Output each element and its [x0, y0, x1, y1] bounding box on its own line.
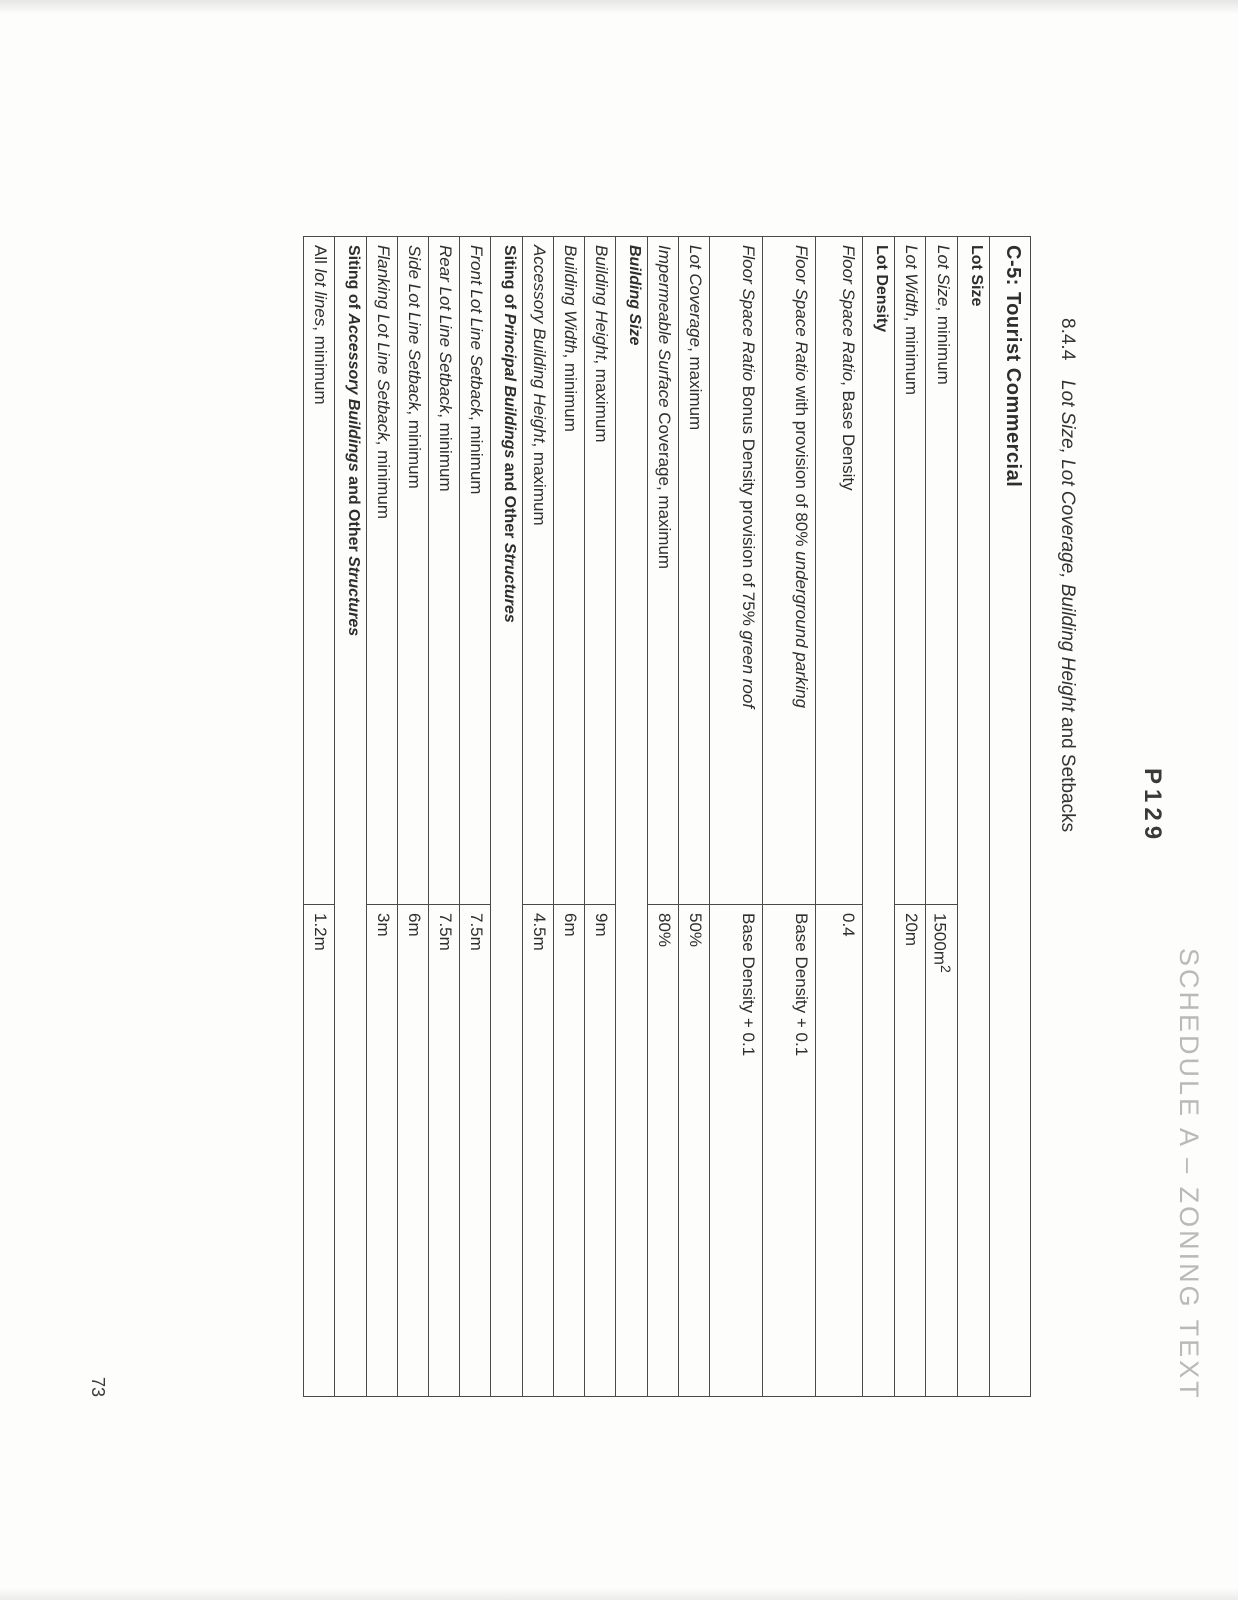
page-reference: P129: [1139, 768, 1166, 845]
table-row: [709, 237, 762, 1397]
zoning-table: [303, 236, 1031, 1397]
row-value: 7.5m: [428, 905, 459, 1397]
row-value: $1500m^2$: [925, 905, 957, 1397]
row-value: 6m: [397, 905, 428, 1397]
row-value: 0.4: [815, 905, 862, 1397]
row-label: Accessory Building Height, maximum: [522, 237, 553, 905]
table-row: [303, 237, 334, 1397]
row-label: Flanking Lot Line Setback, minimum: [366, 237, 397, 905]
group-row: [862, 237, 894, 1397]
table-row: [428, 237, 459, 1397]
row-label: Impermeable Surface Coverage, maximum: [647, 237, 678, 905]
row-value: 1.2m: [303, 905, 334, 1397]
section-heading: [1056, 318, 1078, 832]
row-label: Floor Space Ratio, Base Density: [815, 237, 862, 905]
group-row: [490, 237, 522, 1397]
section-title-part: Lot Size,: [1057, 380, 1078, 460]
table-row: [397, 237, 428, 1397]
row-label: Front Lot Line Setback, minimum: [459, 237, 490, 905]
row-value: 50%: [678, 905, 709, 1397]
table-row: [678, 237, 709, 1397]
table-row: [925, 237, 957, 1397]
row-value: Base Density + 0.1: [762, 905, 815, 1397]
schedule-header: SCHEDULE A – ZONING TEXT: [1174, 948, 1204, 1401]
page-number: 73: [88, 1377, 108, 1398]
row-value: 9m: [584, 905, 615, 1397]
table-row: [584, 237, 615, 1397]
table-row: [459, 237, 490, 1397]
row-label: Lot Size, minimum: [925, 237, 957, 905]
row-label: Floor Space Ratio with provision of 80% underground parking: [762, 237, 815, 905]
group-building-size: Building Size: [625, 245, 643, 346]
table-row: [894, 237, 925, 1397]
table-title: C-5: Tourist Commercial: [990, 237, 1031, 1397]
group-lot-density: Lot Density: [862, 237, 894, 1397]
section-number: 8.4.4: [1057, 318, 1078, 361]
table-row: [762, 237, 815, 1397]
table-row: [553, 237, 584, 1397]
table-row: [522, 237, 553, 1397]
table-title-row: [990, 237, 1031, 1397]
row-value: Base Density + 0.1: [709, 905, 762, 1397]
row-label: Building Height, maximum: [584, 237, 615, 905]
row-label: Rear Lot Line Setback, minimum: [428, 237, 459, 905]
table-row: [815, 237, 862, 1397]
group-lot-size: Lot Size: [958, 237, 990, 1397]
section-title-part: Lot Coverage,: [1057, 459, 1078, 584]
row-label: Side Lot Line Setback, minimum: [397, 237, 428, 905]
group-row: [958, 237, 990, 1397]
group-siting-accessory: Siting of Accessory Buildings and Other Structures: [334, 237, 366, 1397]
section-title-part: and Setbacks: [1057, 711, 1078, 833]
row-value: 4.5m: [522, 905, 553, 1397]
table-row: [647, 237, 678, 1397]
table-row: [366, 237, 397, 1397]
group-row: [615, 237, 647, 1397]
row-value: 7.5m: [459, 905, 490, 1397]
row-label: Lot Coverage, maximum: [678, 237, 709, 905]
row-label: Building Width, minimum: [553, 237, 584, 905]
row-value: 6m: [553, 905, 584, 1397]
row-label: Floor Space Ratio Bonus Density provision of 75% green roof: [709, 237, 762, 905]
row-value: 3m: [366, 905, 397, 1397]
group-row: [334, 237, 366, 1397]
row-value: 80%: [647, 905, 678, 1397]
row-label: All lot lines, minimum: [303, 237, 334, 905]
group-siting-principal: Siting of Principal Buildings and Other Structures: [490, 237, 522, 1397]
row-label: Lot Width, minimum: [894, 237, 925, 905]
row-value: 20m: [894, 905, 925, 1397]
section-title-part: Building Height: [1057, 583, 1078, 712]
